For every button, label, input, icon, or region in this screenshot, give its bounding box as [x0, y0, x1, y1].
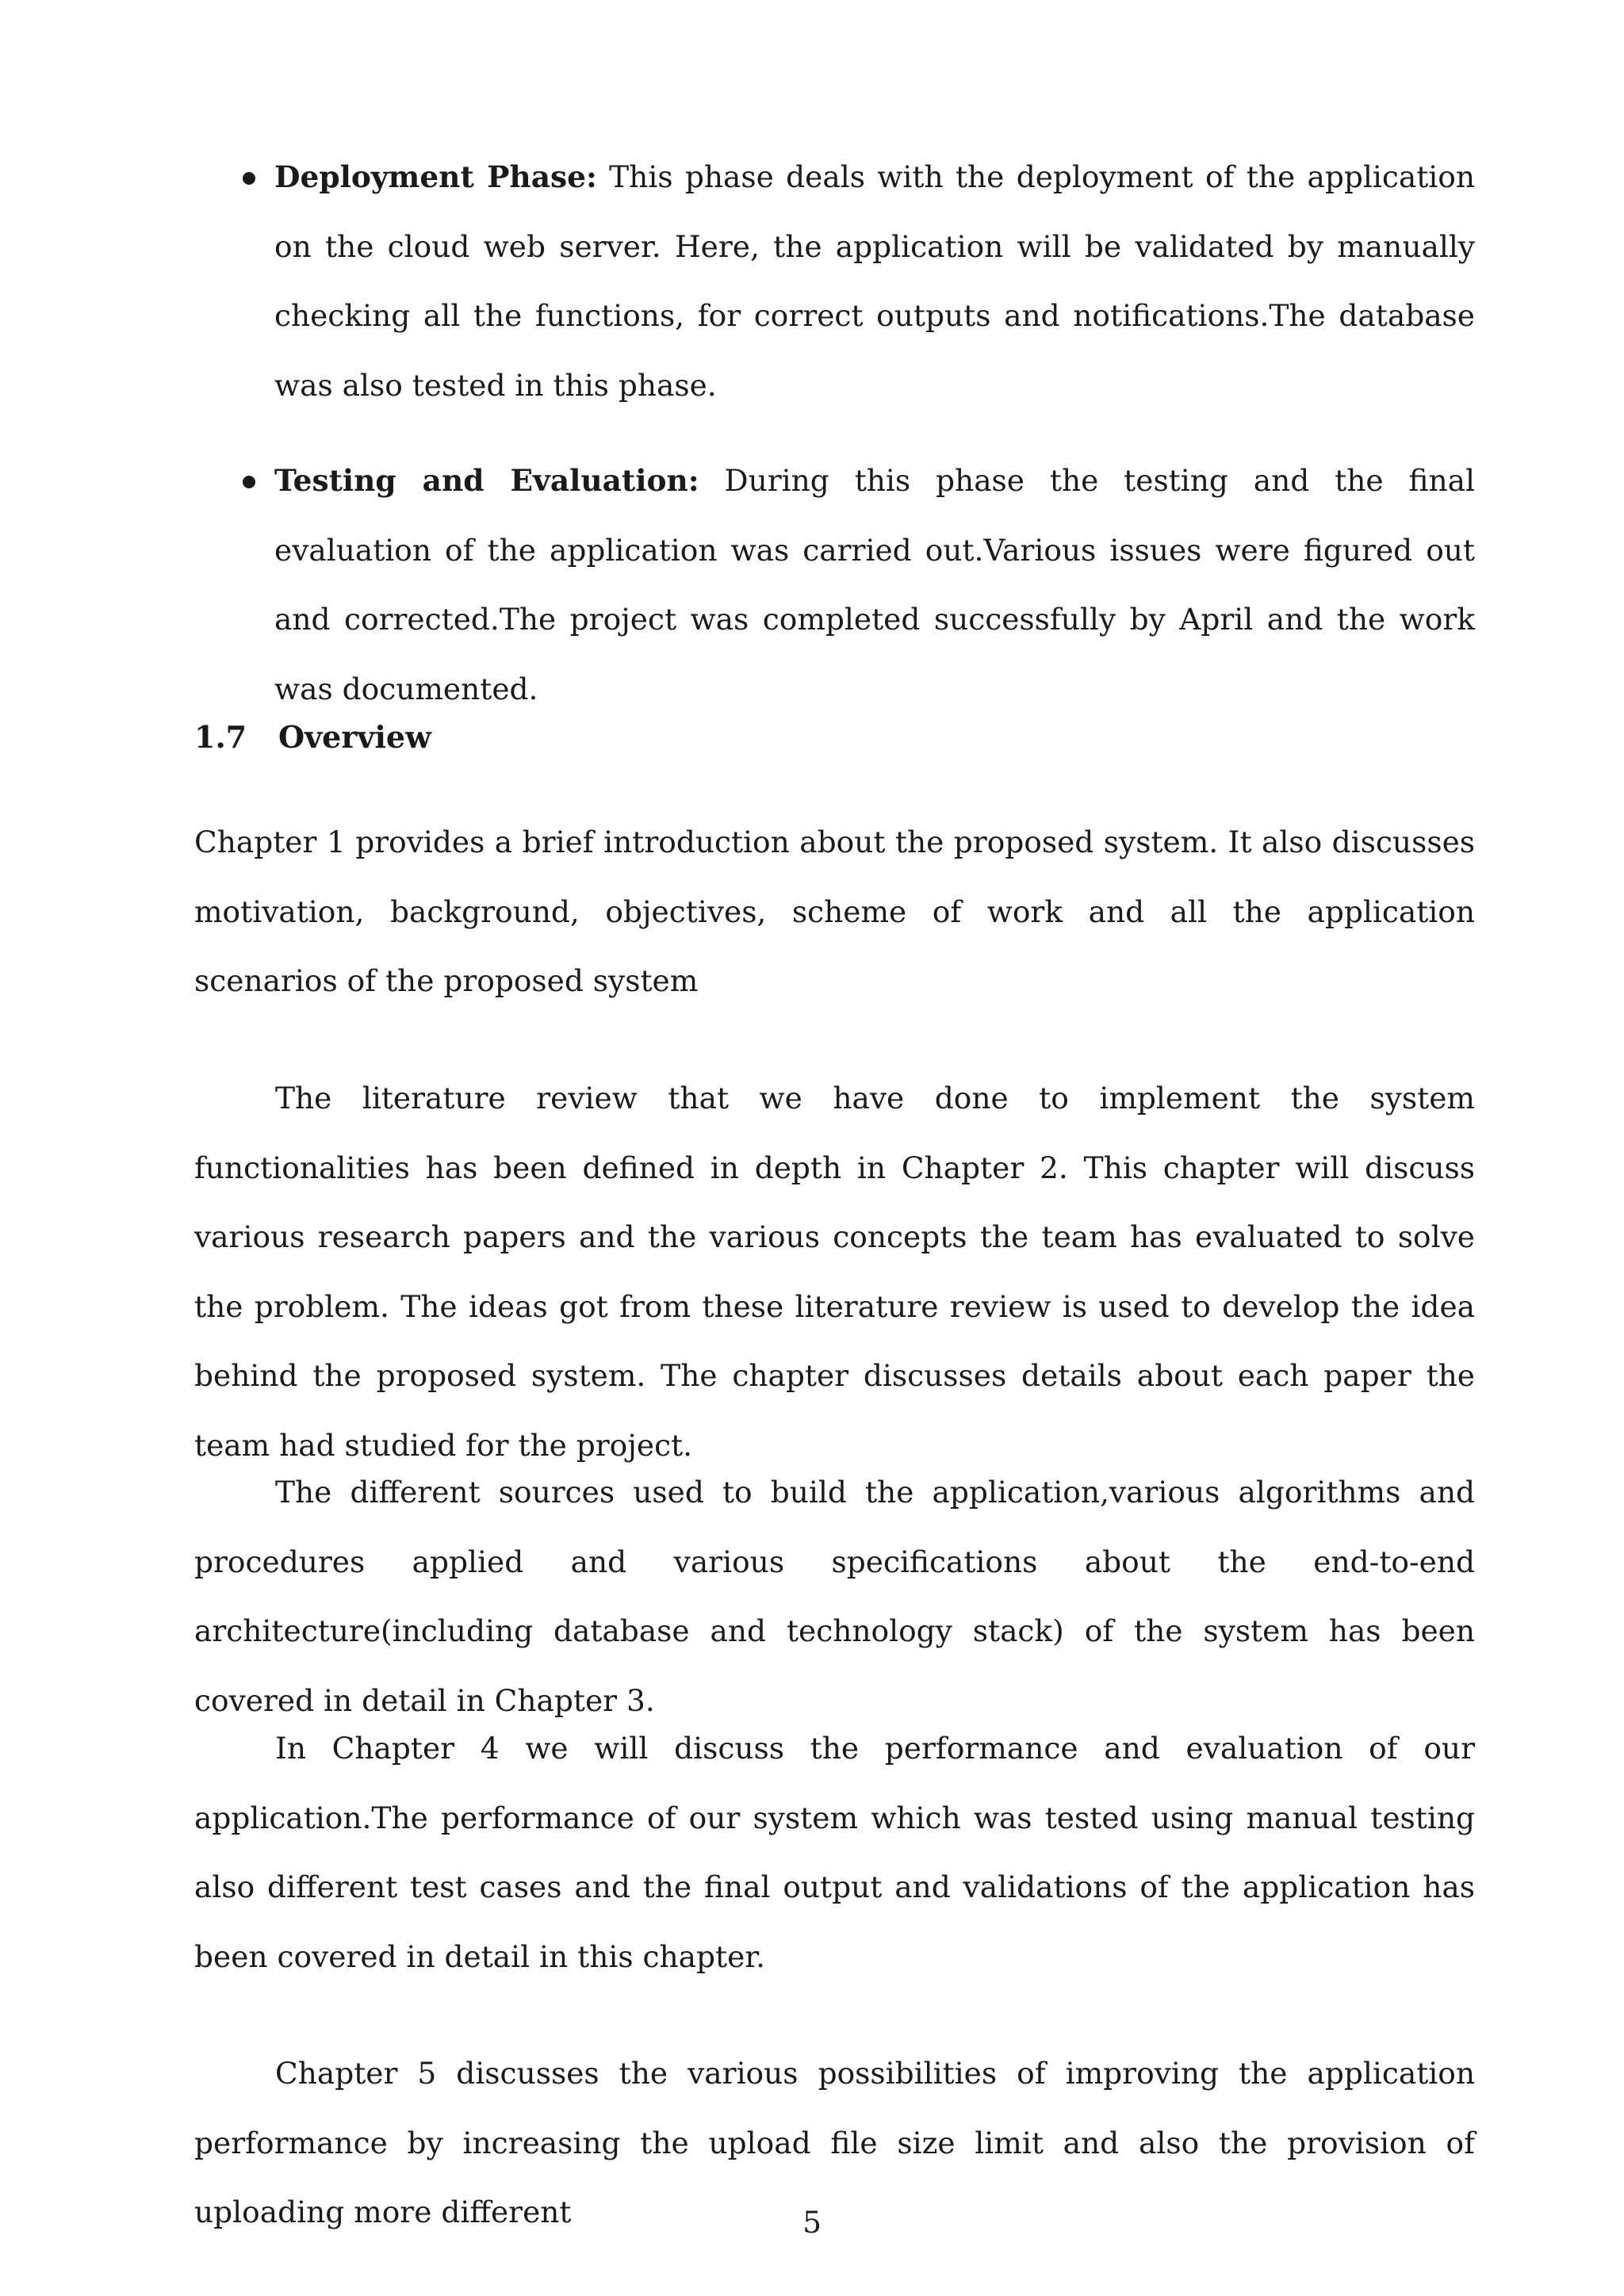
section-title: Overview	[278, 719, 431, 755]
paragraph-chapter-1: Chapter 1 provides a brief introduction about the proposed system. It also discusses motivation, background, objectives, scheme of work and all the application scenarios of the proposed system	[194, 825, 1475, 998]
paragraph-chapter-3: The different sources used to build the application,various algorithms and procedures applied and various specifications about the end-to-end architecture(including database and technology stack) of the system has been covered in detail in Chapter 3.	[194, 1475, 1475, 1718]
bullet-label: Testing and Evaluation:	[274, 463, 699, 498]
paragraph-chapter-4: In Chapter 4 we will discuss the performance and evaluation of our application.The performance of our system which was tested using manual testing also different test cases and the final output and validations of the application has been covered in detail in this chapter.	[194, 1731, 1475, 1974]
bullet-marker	[243, 476, 255, 488]
bullet-item-testing-evaluation	[274, 446, 1475, 724]
section-heading	[194, 718, 431, 757]
paragraph-chapter-2: The literature review that we have done to implement the system functionalities has been defined in depth in Chapter 2. This chapter will discuss various research papers and the various concepts the team has evaluated to solve the problem. The ideas got from these literature review is used to develop the idea behind the proposed system. The chapter discusses details about each paper the team had studied for the project.	[194, 1081, 1475, 1463]
section-number: 1.7	[194, 719, 247, 755]
bullet-text: This phase deals with the deployment of the application on the cloud web server. Here, the application will be validated by manually checking all the functions, for correct outputs and notifications.The database was also tested in this phase.	[274, 159, 1475, 403]
bullet-item-deployment-phase	[274, 143, 1475, 420]
bullet-label: Deployment Phase:	[274, 159, 597, 194]
page-number: 5	[802, 2205, 822, 2240]
bullet-marker	[243, 172, 255, 185]
bullet-text: During this phase the testing and the final evaluation of the application was carried out.Various issues were figured out and corrected.The project was completed successfully by April and the work was documented.	[274, 463, 1476, 706]
paragraph-chapter-5: Chapter 5 discusses the various possibilities of improving the application performance by increasing the upload file size limit and also the provision of uploading more different	[194, 2056, 1475, 2229]
